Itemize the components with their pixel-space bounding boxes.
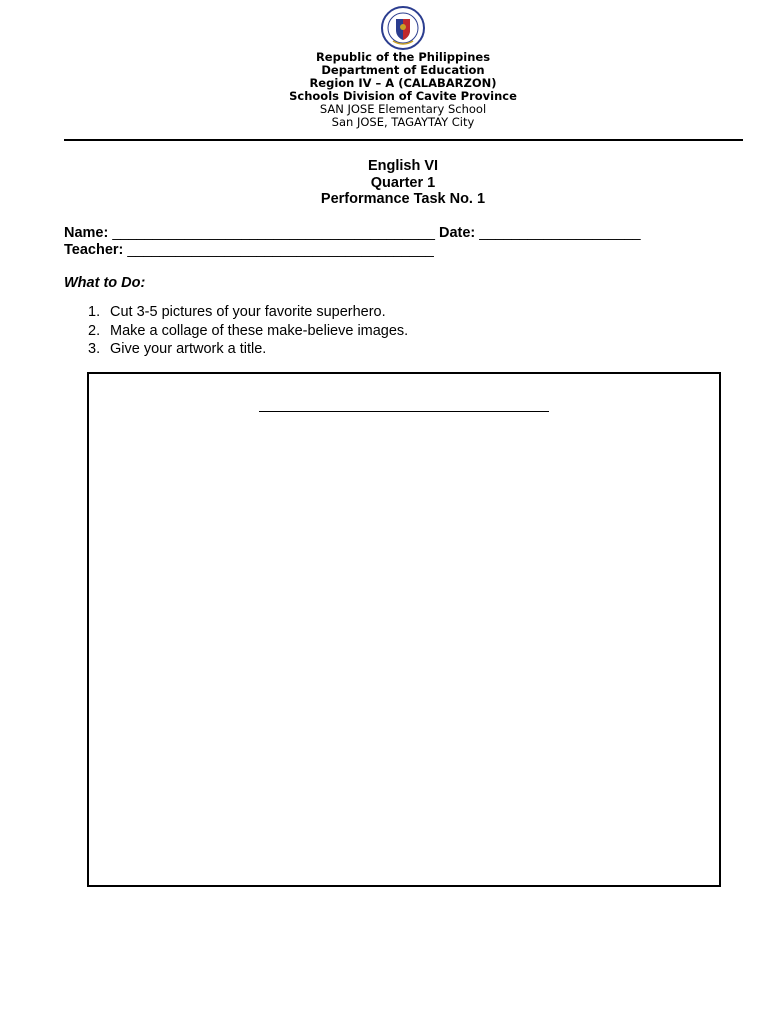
collage-area[interactable] bbox=[87, 372, 721, 887]
header-region: Region IV – A (CALABARZON) bbox=[309, 76, 497, 90]
header-division: Schools Division of Cavite Province bbox=[289, 89, 517, 103]
document-titles bbox=[0, 158, 768, 208]
student-fields bbox=[64, 225, 641, 259]
list-item bbox=[88, 303, 408, 322]
step-number: 1. bbox=[88, 304, 101, 320]
school-header bbox=[0, 51, 768, 129]
task-title: Performance Task No. 1 bbox=[320, 191, 486, 207]
name-label: Name: bbox=[64, 225, 109, 241]
header-divider bbox=[64, 139, 743, 141]
deped-seal-icon bbox=[377, 5, 429, 51]
name-date-row bbox=[64, 225, 641, 242]
quarter-title: Quarter 1 bbox=[370, 174, 436, 191]
date-label: Date: bbox=[438, 225, 476, 241]
header-republic: Republic of the Philippines bbox=[315, 50, 491, 64]
list-item bbox=[88, 322, 408, 341]
step-number: 2. bbox=[88, 322, 101, 339]
date-blank[interactable]: ____________________ bbox=[479, 225, 641, 241]
step-text: Give your artwork a title. bbox=[110, 341, 267, 357]
artwork-title-line[interactable] bbox=[259, 411, 549, 412]
header-school: SAN JOSE Elementary School bbox=[319, 102, 487, 116]
teacher-blank[interactable]: ______________________________________ bbox=[127, 242, 434, 258]
teacher-row bbox=[64, 242, 641, 259]
subject-title: English VI bbox=[367, 158, 439, 174]
name-blank[interactable]: ________________________________________ bbox=[112, 225, 435, 241]
header-department: Department of Education bbox=[321, 63, 485, 77]
instructions-list bbox=[88, 303, 408, 359]
step-text: Cut 3-5 pictures of your favorite superhero. bbox=[110, 304, 386, 320]
step-text: Make a collage of these make-believe images. bbox=[110, 322, 409, 339]
instructions-heading: What to Do: bbox=[64, 275, 146, 291]
list-item bbox=[88, 340, 408, 359]
teacher-label: Teacher: bbox=[64, 242, 124, 258]
header-address: San JOSE, TAGAYTAY City bbox=[331, 115, 475, 129]
step-number: 3. bbox=[88, 341, 101, 357]
